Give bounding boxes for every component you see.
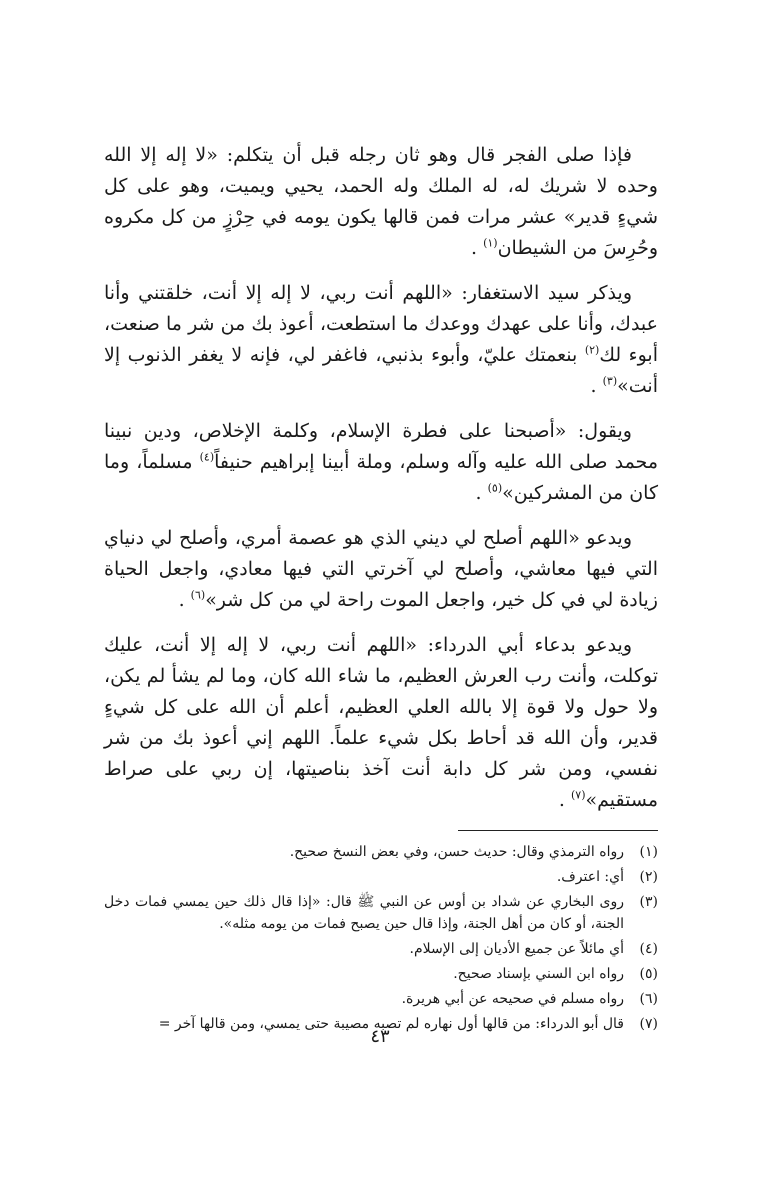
- footnote: [104, 841, 658, 863]
- paragraph-text: مسلماً، وما كان من المشركين»: [104, 451, 658, 504]
- paragraph: [104, 278, 658, 402]
- footnote-number: (٤): [639, 941, 658, 957]
- footnote: [104, 988, 658, 1010]
- paragraph-text: .: [178, 589, 191, 611]
- footnote-number: (١): [639, 844, 658, 860]
- footnote-text: رواه مسلم في صحيحه عن أبي هريرة.: [401, 991, 624, 1007]
- paragraph-text: ويذكر سيد الاستغفار: «اللهم أنت ربي، لا إله إلا أنت، خلقتني وأنا عبدك، وأنا على عهدك ووعدك ما استطعت، أعوذ بك من شر ما صنعت، أبوء لك: [104, 282, 658, 366]
- paragraph-text: .: [590, 375, 603, 397]
- footnote-text: قال أبو الدرداء: من قالها أول نهاره لم تصبه مصيبة حتى يمسي، ومن قالها آخر =: [158, 1016, 624, 1032]
- paragraph-text: فإذا صلى الفجر قال وهو ثان رجله قبل أن يتكلم: «لا إله إلا الله وحده لا شريك له، له الملك وله الحمد، يحيي ويميت، وهو على كل شيءٍ قدير» عشر مرات فمن قالها يكون يومه في حِرْزٍ من كل مكروه وحُرِسَ من الشيطان: [104, 144, 658, 259]
- footnote-text: رواه ابن السني بإسناد صحيح.: [453, 966, 624, 982]
- paragraph: [104, 523, 658, 616]
- paragraph-text: بنعمتك عليّ، وأبوء بذنبي، فاغفر لي، فإنه لا يغفر الذنوب إلا أنت»: [104, 344, 658, 397]
- footnote-text: روى البخاري عن شداد بن أوس عن النبي ﷺ قال: «إذا قال ذلك حين يمسي فمات دخل الجنة، أو كان من أهل الجنة، وإذا قال حين يصبح فمات من يومه مثله».: [104, 894, 624, 932]
- paragraph-text: .: [470, 237, 484, 259]
- paragraph-text: .: [475, 482, 488, 504]
- footnote: [104, 866, 658, 888]
- footnote-number: (٣): [639, 894, 658, 910]
- footnote-number: (٥): [639, 966, 658, 982]
- footnote-reference: (٢): [584, 343, 600, 357]
- paragraph: [104, 140, 658, 264]
- footnote-reference: (١): [483, 236, 498, 250]
- paragraph: [104, 630, 658, 816]
- footnote: [104, 938, 658, 960]
- footnote-text: أي مائلاً عن جميع الأديان إلى الإسلام.: [409, 941, 624, 957]
- body-text: [104, 140, 658, 816]
- footnote-text: أي: اعترف.: [556, 869, 624, 885]
- footnote-reference: (٤): [199, 450, 215, 464]
- footnote-number: (٧): [639, 1016, 658, 1032]
- footnote: [104, 891, 658, 935]
- footnote: [104, 963, 658, 985]
- page-number: ٤٣: [370, 1026, 390, 1047]
- footnotes: [104, 841, 658, 1035]
- footnote-reference: (٦): [190, 588, 206, 602]
- paragraph-text: ويدعو «اللهم أصلح لي ديني الذي هو عصمة أمري، وأصلح لي دنياي التي فيها معاشي، وأصلح لي آخرتي التي فيها معادي، واجعل الحياة زيادة لي في كل خير، واجعل الموت راحة لي من كل شر»: [104, 527, 658, 611]
- footnote-text: رواه الترمذي وقال: حديث حسن، وفي بعض النسخ صحيح.: [289, 844, 624, 860]
- footnote-separator: [458, 830, 658, 831]
- footnote-reference: (٧): [571, 788, 586, 802]
- footnote-reference: (٥): [487, 481, 503, 495]
- paragraph-text: .: [558, 789, 571, 811]
- paragraph: [104, 416, 658, 509]
- paragraph-text: ويدعو بدعاء أبي الدرداء: «اللهم أنت ربي، لا إله إلا أنت، عليك توكلت، وأنت رب العرش العظيم، ما شاء الله كان، وما لم يشأ لم يكن، ولا حول ولا قوة إلا بالله العلي العظيم، أعلم أن الله على كل شيءٍ قدير، وأن الله قد أحاط بكل شيء علماً. اللهم إني أعوذ بك من شر نفسي، ومن شر كل دابة أنت آخذ بناصيتها، إن ربي على صراط مستقيم»: [104, 634, 658, 811]
- footnote-reference: (٣): [602, 374, 618, 388]
- footnote-number: (٦): [639, 991, 658, 1007]
- footnote-number: (٢): [639, 869, 658, 885]
- book-page: [104, 140, 658, 1038]
- paragraph-text: ويقول: «أصبحنا على فطرة الإسلام، وكلمة الإخلاص، ودين نبينا محمد صلى الله عليه وآله وسلم، وملة أبينا إبراهيم حنيفاً: [104, 420, 658, 473]
